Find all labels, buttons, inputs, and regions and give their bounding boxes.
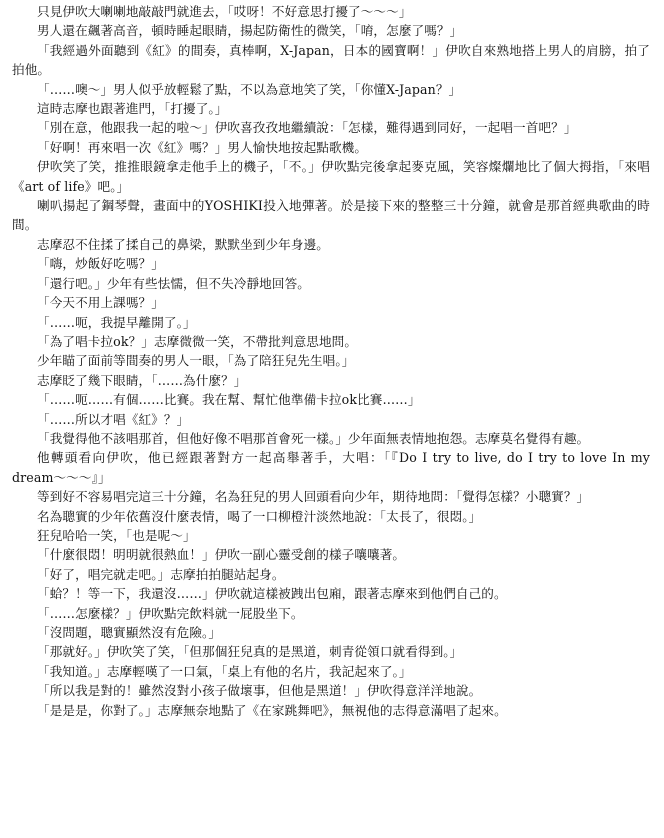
paragraph: 志摩眨了幾下眼睛，「……為什麼？」 (37, 372, 247, 388)
paragraph: 「今天不用上課嗎？」 (37, 295, 164, 311)
paragraph: 「那就好。」伊吹笑了笑，「但那個狂兒真的是黑道，刺青從領口就看得到。」 (37, 644, 463, 660)
paragraph: 等到好不容易唱完這三十分鐘，名為狂兒的男人回頭看向少年，期待地問：「覺得怎樣？小聰實？」 (37, 489, 590, 505)
paragraph: 少年瞄了面前等間奏的男人一眼，「為了陪狂兒先生唱。」 (37, 353, 355, 369)
paragraph: 「嗨，炒飯好吃嗎？」 (37, 256, 164, 272)
paragraph: 「……怎麼樣？」伊吹點完飲料就一屁股坐下。 (37, 605, 304, 621)
paragraph: 「我覺得他不該唱那首，但他好像不唱那首會死一樣。」少年面無表情地抱怨。志摩莫名覺得有趣。 (37, 430, 590, 446)
paragraph: 狂兒哈哈一笑，「也是呢～」 (37, 527, 196, 543)
paragraph: 「我經過外面聽到《紅》的間奏，真棒啊，X-Japan，日本的國寶啊！」伊吹自來熟地搭上男人的肩膀，拍了拍他。 (12, 42, 650, 78)
paragraph: 志摩忍不住揉了揉自己的鼻梁，默默坐到少年身邊。 (37, 236, 329, 252)
paragraph: 「蛤？！等一下，我還沒……」伊吹就這樣被跩出包廂，跟著志摩來到他們自己的。 (37, 586, 507, 602)
paragraph: 只見伊吹大喇喇地敲敲門就進去，「哎呀！不好意思打擾了～～～」 (37, 4, 412, 19)
paragraph: 「……噢～」男人似乎放輕鬆了點，不以為意地笑了笑，「你懂X-Japan？」 (37, 81, 462, 97)
paragraph: 「什麼很悶！明明就很熱血！」伊吹一副心靈受創的樣子嚷嚷著。 (37, 547, 406, 563)
paragraph: 「好了，唱完就走吧。」志摩拍拍腿站起身。 (37, 566, 285, 582)
paragraph: 男人還在飆著高音，頓時睡起眼睛，揚起防衛性的微笑，「唷，怎麼了嗎？」 (37, 23, 463, 39)
paragraph: 「……所以才唱《紅》？」 (37, 411, 190, 427)
paragraph: 「為了唱卡拉ok？」志摩微微一笑，不帶批判意思地問。 (37, 333, 358, 349)
paragraph: 「還行吧。」少年有些怯懦，但不失冷靜地回答。 (37, 275, 310, 291)
paragraph: 喇叭揚起了鋼琴聲，畫面中的YOSHIKI投入地彈著。於是接下來的整整三十分鐘，就會是那首經典歌曲的時間。 (12, 198, 650, 233)
paragraph: 「好啊！再來唱一次《紅》嗎？」男人愉快地按起點歌機。 (37, 139, 368, 155)
paragraph: 「別在意，他跟我一起的啦～」伊吹喜孜孜地繼續說：「怎樣，難得遇到同好，一起唱一首吧？」 (37, 120, 577, 136)
paragraph: 「……呃，我提早離開了。」 (37, 314, 196, 330)
paragraph: 「……呃……有個……比賽。我在幫、幫忙他準備卡拉ok比賽……」 (37, 392, 421, 408)
paragraph: 這時志摩也跟著進門，「打擾了。」 (37, 101, 228, 117)
paragraph: 「我知道。」志摩輕嘆了一口氣，「桌上有他的名片，我記起來了。」 (37, 663, 412, 679)
story-text (12, 2, 650, 720)
paragraph: 名為聰實的少年依舊沒什麼表情，喝了一口柳橙汁淡然地說：「太長了，很悶。」 (37, 508, 482, 524)
paragraph: 「所以我是對的！雖然沒對小孩子做壞事，但他是黑道！」伊吹得意洋洋地說。 (37, 683, 482, 699)
paragraph: 伊吹笑了笑，推推眼鏡拿走他手上的機子，「不。」伊吹點完後拿起麥克風，笑容燦爛地比了個大拇指，「來唱《art of life》吧。」 (12, 159, 650, 194)
paragraph: 「沒問題，聰實顯然沒有危險。」 (37, 625, 222, 640)
paragraph: 「是是是，你對了。」志摩無奈地點了《在家跳舞吧》，無視他的志得意滿唱了起來。 (37, 702, 507, 718)
paragraph: 他轉頭看向伊吹，他已經跟著對方一起高舉著手，大唱：「『Do I try to live, do I try to love In my dream～～～』」 (12, 450, 650, 485)
